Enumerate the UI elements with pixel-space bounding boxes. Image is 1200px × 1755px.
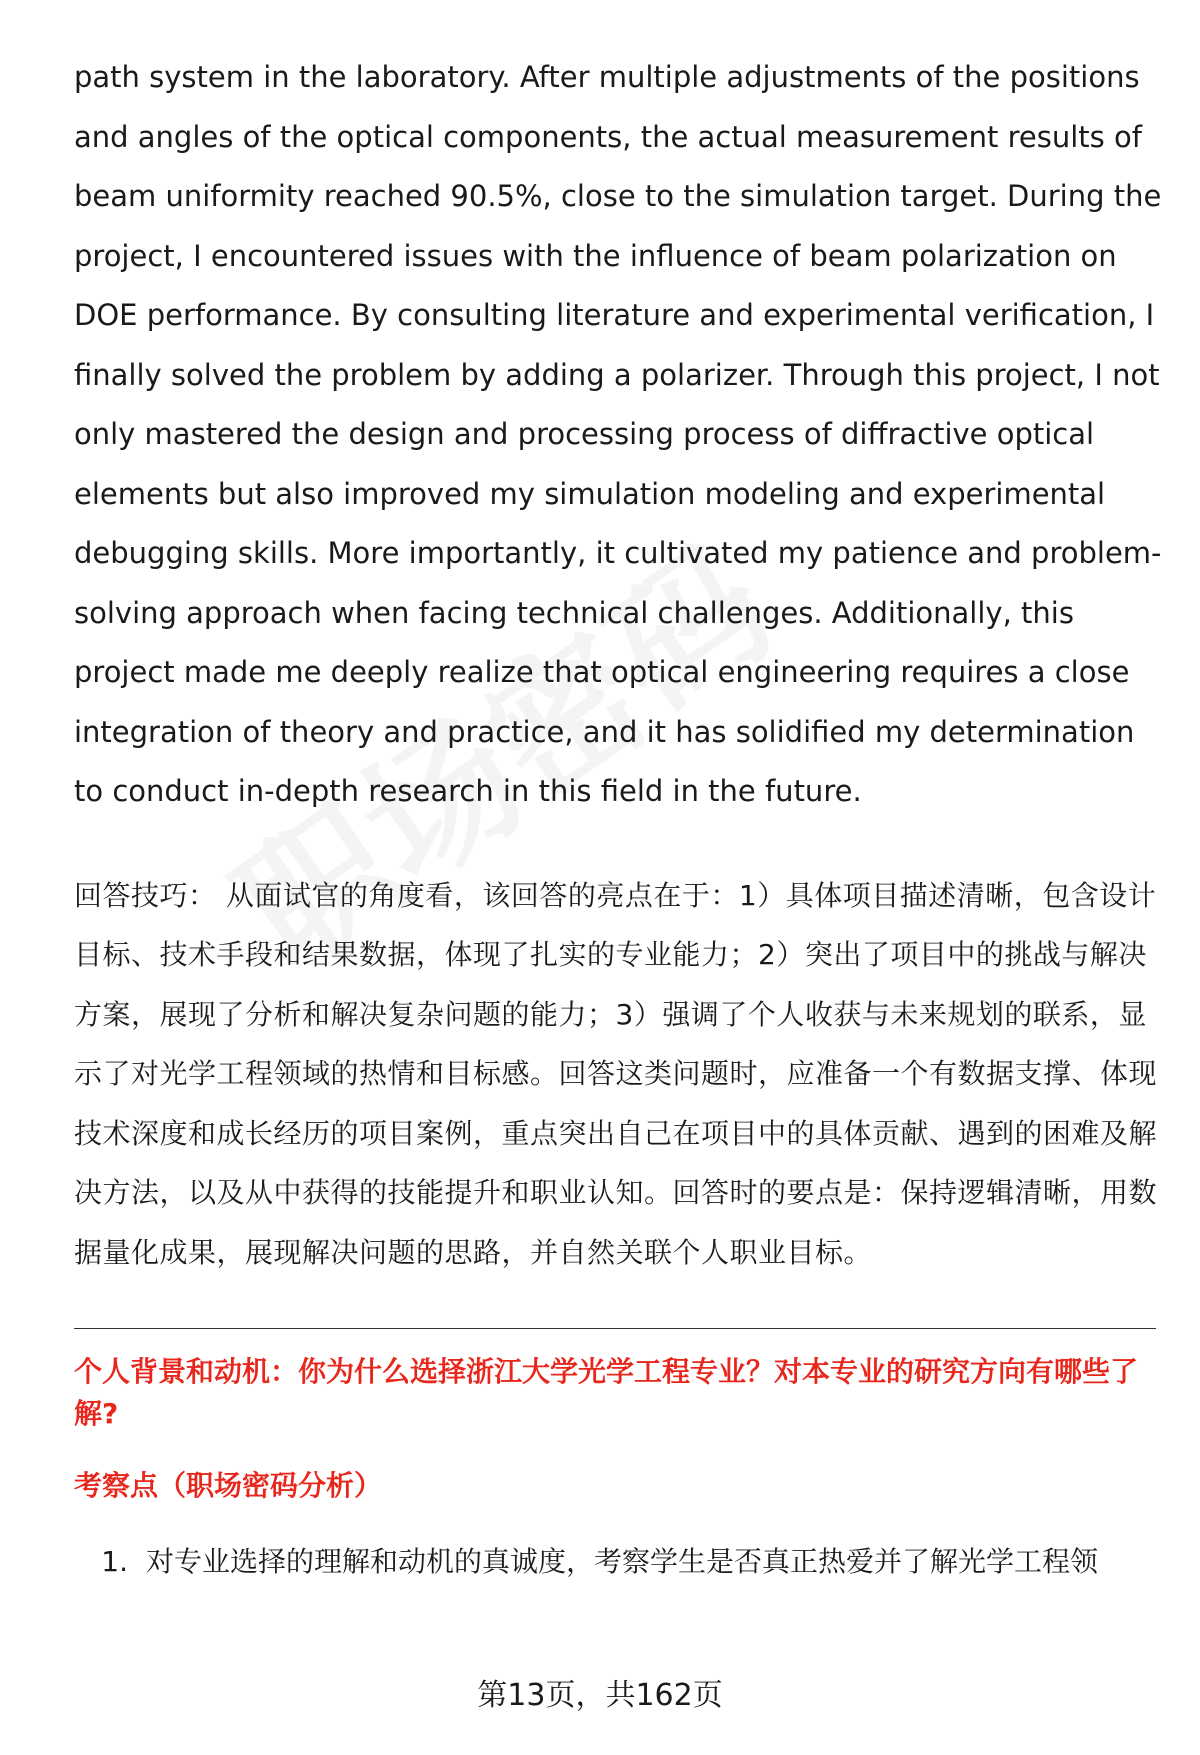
subheading-assessment: 考察点（职场密码分析）: [74, 1469, 383, 1502]
question-title: 个人背景和动机：你为什么选择浙江大学光学工程专业？对本专业的研究方向有哪些了解?: [74, 1355, 1139, 1430]
tips-paragraph: 回答技巧： 从面试官的角度看，该回答的亮点在于：1）具体项目描述清晰，包含设计目标、技术手段和结果数据，体现了扎实的专业能力；2）突出了项目中的挑战与解决方案，展现了分析和解决复杂问题的能力；3）强调了个人收获与未来规划的联系，显示了对光学工程领域的热情和目标感。回答这类问题时，应准备一个有数据支撑、体现技术深度和成长经历的项目案例，重点突出自己在项目中的具体贡献、遇到的困难及解决方法，以及从中获得的技能提升和职业认知。回答时的要点是：保持逻辑清晰，用数据量化成果，展现解决问题的思路，并自然关联个人职业目标。: [74, 878, 1158, 1269]
answer-paragraph: path system in the laboratory. After multiple adjustments of the positions and angles of the optical components, the actual measurement results of beam uniformity reached 90.5%, close to the simulation target. During the project, I encountered issues with the influence of beam polarization on DOE performance. By consulting literature and experimental verification, I finally solved the problem by adding a polarizer. Through this project, I not only mastered the design and processing process of diffractive optical elements but also improved my simulation modeling and experimental debugging skills. More importantly, it cultivated my patience and problem-solving approach when facing technical challenges. Additionally, this project made me deeply realize that optical engineering requires a close integration of theory and practice, and it has solidified my determination to conduct in-depth research in this field in the future.: [74, 60, 1162, 808]
section-divider: [74, 1328, 1156, 1329]
assessment-list: [74, 1541, 1164, 1583]
list-item: [74, 1541, 1164, 1583]
list-item-number: 1.: [101, 1545, 128, 1578]
list-item-text: 对专业选择的理解和动机的真诚度，考察学生是否真正热爱并了解光学工程领: [146, 1545, 1099, 1578]
page-number: 第13页，共162页: [477, 1678, 723, 1713]
document-page: [74, 48, 1164, 1583]
